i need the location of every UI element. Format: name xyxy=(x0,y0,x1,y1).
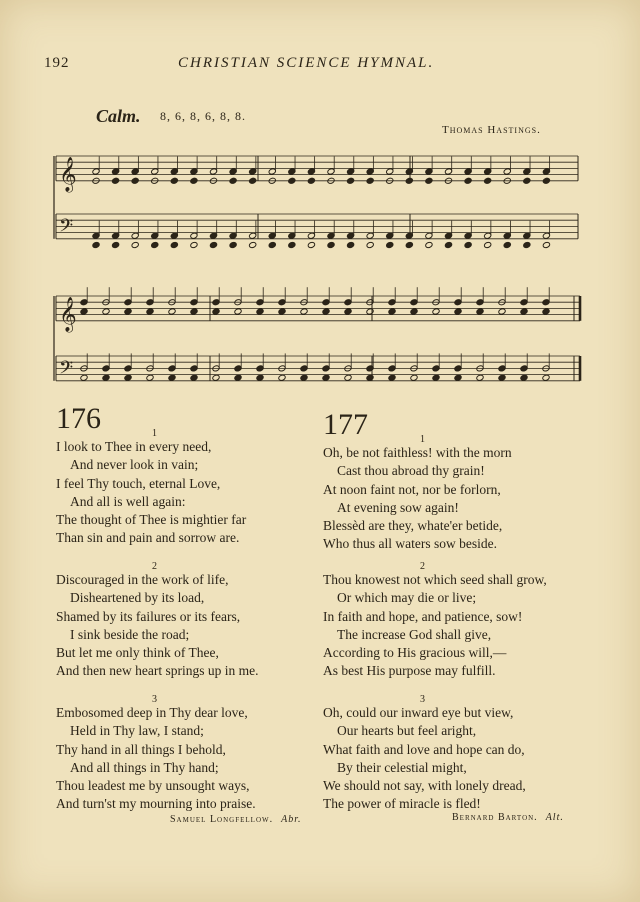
note-head xyxy=(131,241,139,248)
note-head xyxy=(256,308,264,315)
note-head xyxy=(168,308,176,315)
stanza-number: 3 xyxy=(152,694,157,705)
verse-line: Thy hand in all things I behold, xyxy=(56,741,226,757)
verse-line: I feel Thy touch, eternal Love, xyxy=(56,475,221,491)
note-head xyxy=(432,374,440,381)
stanza xyxy=(56,704,256,814)
verse-line: In faith and hope, and patience, sow! xyxy=(323,608,523,624)
verse-line: Shamed by its failures or its fears, xyxy=(56,608,241,624)
verse-line: I look to Thee in every need, xyxy=(56,439,212,454)
note-head xyxy=(288,241,296,248)
note-head xyxy=(366,374,374,381)
verse-line: But let me only think of Thee, xyxy=(56,645,219,661)
note-head xyxy=(124,374,132,381)
verse-line: And never look in vain; xyxy=(70,457,199,473)
note-head xyxy=(146,308,154,315)
note-head xyxy=(388,308,396,315)
stanza-number: 2 xyxy=(420,561,425,572)
verse-line: By their celestial might, xyxy=(337,759,467,775)
verse-line: Disheartened by its load, xyxy=(70,590,205,606)
note-head xyxy=(405,177,413,184)
note-head xyxy=(484,241,492,248)
verse-line: What faith and love and hope can do, xyxy=(323,741,525,757)
hymn-number: 176 xyxy=(56,402,101,435)
stanza-number: 3 xyxy=(420,694,425,705)
note-head xyxy=(307,177,315,184)
hymn-number: 177 xyxy=(323,408,368,441)
note-head xyxy=(520,374,528,381)
verse-line: Cast thou abroad thy grain! xyxy=(337,463,485,479)
note-head xyxy=(92,241,100,248)
author-name: Bernard Barton. xyxy=(452,812,538,823)
note-head xyxy=(151,241,159,248)
running-head: CHRISTIAN SCIENCE HYMNAL. xyxy=(178,55,435,71)
verse-line: According to His gracious will,— xyxy=(323,645,507,661)
note-head xyxy=(542,374,550,381)
note-head xyxy=(102,374,110,381)
note-head xyxy=(464,177,472,184)
note-head xyxy=(268,241,276,248)
verse-line: Oh, could our inward eye but view, xyxy=(323,705,514,720)
verse-line: And all is well again: xyxy=(70,493,186,509)
note-head xyxy=(209,241,217,248)
note-head xyxy=(229,241,237,248)
stanza xyxy=(323,571,547,681)
note-head xyxy=(484,177,492,184)
note-head xyxy=(190,308,198,315)
verse-line: Blessèd are they, whate'er betide, xyxy=(323,518,503,534)
verse-line: At evening sow again! xyxy=(337,499,459,515)
note-head xyxy=(476,374,484,381)
note-head xyxy=(212,374,220,381)
note-head xyxy=(520,308,528,315)
treble-clef: 𝄞 xyxy=(59,156,77,192)
note-head xyxy=(212,308,220,315)
treble-clef: 𝄞 xyxy=(59,296,77,332)
note-head xyxy=(190,374,198,381)
verse-line: Than sin and pain and sorrow are. xyxy=(56,530,240,546)
note-head xyxy=(523,177,531,184)
note-head xyxy=(498,374,506,381)
note-head xyxy=(523,241,531,248)
bass-clef: 𝄢 xyxy=(59,215,74,241)
stanza xyxy=(56,571,258,681)
note-head xyxy=(322,374,330,381)
note-head xyxy=(498,308,506,315)
tune-meter: 8, 6, 8, 6, 8, 8. xyxy=(160,109,246,123)
note-head xyxy=(190,241,198,248)
page-number: 192 xyxy=(44,55,70,71)
note-head xyxy=(405,241,413,248)
note-head xyxy=(300,374,308,381)
verse-line: Discouraged in the work of life, xyxy=(56,572,229,587)
note-head xyxy=(366,241,374,248)
verse-line: Held in Thy law, I stand; xyxy=(70,723,204,739)
note-head xyxy=(542,308,550,315)
author-credit xyxy=(170,814,302,825)
verse-line: Or which may die or live; xyxy=(337,590,477,606)
stanza-number: 2 xyxy=(152,561,157,572)
note-head xyxy=(170,177,178,184)
note-head xyxy=(288,177,296,184)
note-head xyxy=(327,241,335,248)
note-head xyxy=(410,374,418,381)
note-head xyxy=(168,374,176,381)
verse-line: Thou leadest me by unsought ways, xyxy=(56,778,250,794)
note-head xyxy=(425,241,433,248)
note-head xyxy=(454,374,462,381)
tune-name: Calm. xyxy=(96,106,141,126)
verse-line: As best His purpose may fulfill. xyxy=(323,663,496,679)
note-head xyxy=(80,374,88,381)
note-head xyxy=(112,177,120,184)
verse-line: And then new heart springs up in me. xyxy=(56,663,259,679)
note-head xyxy=(454,308,462,315)
verse-line: I sink beside the road; xyxy=(70,626,190,642)
note-head xyxy=(542,241,550,248)
composer: Thomas Hastings. xyxy=(442,124,541,136)
note-head xyxy=(503,241,511,248)
note-head xyxy=(131,177,139,184)
verse-line: The power of miracle is fled! xyxy=(323,796,481,812)
verse-line: The increase God shall give, xyxy=(337,626,492,642)
verse-line: At noon faint not, nor be forlorn, xyxy=(323,481,501,497)
verse-line: And all things in Thy hand; xyxy=(70,759,219,775)
note-head xyxy=(432,308,440,315)
note-head xyxy=(278,308,286,315)
note-head xyxy=(249,177,257,184)
note-head xyxy=(300,308,308,315)
note-head xyxy=(170,241,178,248)
note-head xyxy=(347,241,355,248)
note-head xyxy=(307,241,315,248)
note-head xyxy=(102,308,110,315)
note-head xyxy=(234,308,242,315)
note-head xyxy=(190,177,198,184)
note-head xyxy=(234,374,242,381)
verse-line: And turn'st my mourning into praise. xyxy=(56,796,256,812)
note-head xyxy=(80,308,88,315)
note-head xyxy=(347,177,355,184)
note-head xyxy=(386,241,394,248)
verse-line: Our hearts but feel aright, xyxy=(337,723,477,739)
music-score xyxy=(0,0,640,400)
verse-line: We should not say, with lonely dread, xyxy=(323,778,526,794)
note-head xyxy=(229,177,237,184)
note-head xyxy=(124,308,132,315)
verse-line: Embosomed deep in Thy dear love, xyxy=(56,705,248,720)
note-head xyxy=(388,374,396,381)
note-head xyxy=(344,374,352,381)
note-head xyxy=(366,308,374,315)
note-head xyxy=(249,241,257,248)
author-note: Abr. xyxy=(281,814,302,825)
stanza xyxy=(56,438,246,548)
stanza xyxy=(323,444,512,554)
verse-line: The thought of Thee is mightier far xyxy=(56,512,247,528)
stanza-number: 1 xyxy=(152,428,157,439)
author-credit xyxy=(452,812,564,823)
note-head xyxy=(112,241,120,248)
verse-line: Oh, be not faithless! with the morn xyxy=(323,445,512,460)
author-name: Samuel Longfellow. xyxy=(170,814,274,825)
stanza xyxy=(323,704,526,814)
note-head xyxy=(344,308,352,315)
note-head xyxy=(464,241,472,248)
note-head xyxy=(366,177,374,184)
note-head xyxy=(425,177,433,184)
note-head xyxy=(256,374,264,381)
note-head xyxy=(542,177,550,184)
bass-clef: 𝄢 xyxy=(59,357,74,383)
note-head xyxy=(146,374,154,381)
verse-line: Thou knowest not which seed shall grow, xyxy=(323,572,547,587)
note-head xyxy=(322,308,330,315)
note-head xyxy=(410,308,418,315)
note-head xyxy=(444,241,452,248)
note-head xyxy=(476,308,484,315)
verse-line: Who thus all waters sow beside. xyxy=(323,536,497,552)
note-head xyxy=(278,374,286,381)
author-note: Alt. xyxy=(545,812,564,823)
stanza-number: 1 xyxy=(420,434,425,445)
